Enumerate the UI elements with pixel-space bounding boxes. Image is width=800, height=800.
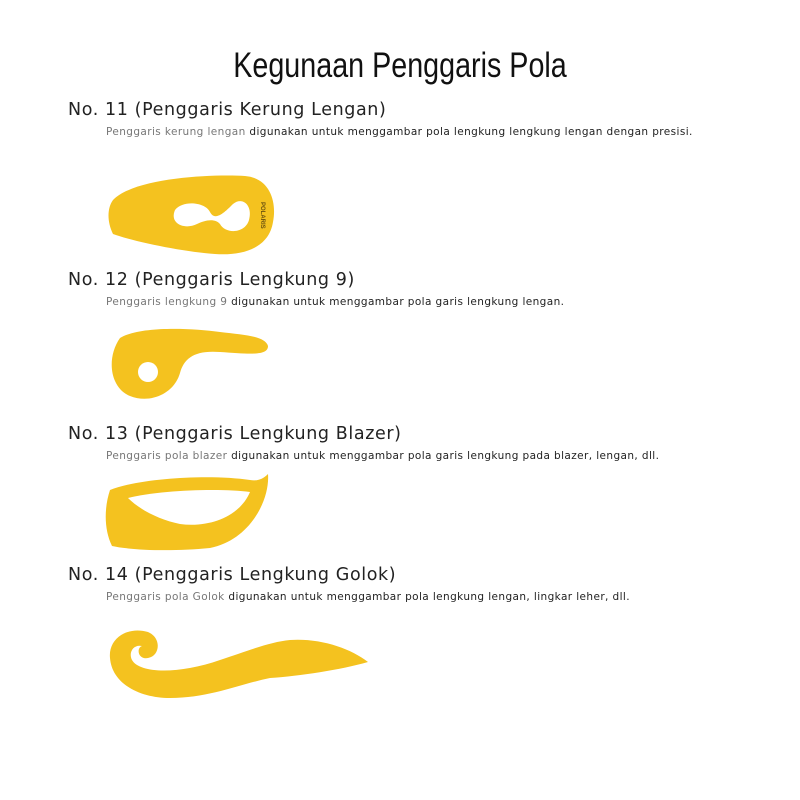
ruler-lengkung-9-image (100, 318, 280, 408)
section-no-12 (68, 270, 788, 310)
ruler-lengkung-golok-image (100, 618, 375, 703)
ruler-kerung-lengan-image (105, 172, 285, 262)
section-no-14 (68, 565, 788, 605)
product-name: Penggaris pola blazer (106, 450, 228, 462)
product-name: Penggaris pola Golok (106, 591, 225, 603)
description-text: digunakan untuk menggambar pola lengkung lengan, lingkar leher, dll. (224, 591, 630, 603)
section-description (106, 448, 788, 464)
description-text: digunakan untuk menggambar pola lengkung lengkung lengan dengan presisi. (245, 126, 693, 138)
section-heading: No. 13 (Penggaris Lengkung Blazer) (68, 424, 402, 444)
section-heading: No. 12 (Penggaris Lengkung 9) (68, 270, 355, 290)
section-heading: No. 11 (Penggaris Kerung Lengan) (68, 100, 387, 120)
section-heading: No. 14 (Penggaris Lengkung Golok) (68, 565, 397, 585)
section-description (106, 124, 788, 140)
section-description (106, 589, 788, 605)
ruler-lengkung-blazer-image (100, 470, 280, 555)
product-name: Penggaris kerung lengan (106, 126, 246, 138)
section-no-13 (68, 424, 788, 464)
section-description (106, 294, 788, 310)
description-text: digunakan untuk menggambar pola garis lengkung pada blazer, lengan, dll. (227, 450, 660, 462)
description-text: digunakan untuk menggambar pola garis lengkung lengan. (227, 296, 565, 308)
ruler-brand-label: POLARIS (259, 202, 265, 229)
section-no-11 (68, 100, 788, 140)
product-name: Penggaris lengkung 9 (106, 296, 228, 308)
page-title: Kegunaan Penggaris Pola (233, 46, 567, 85)
